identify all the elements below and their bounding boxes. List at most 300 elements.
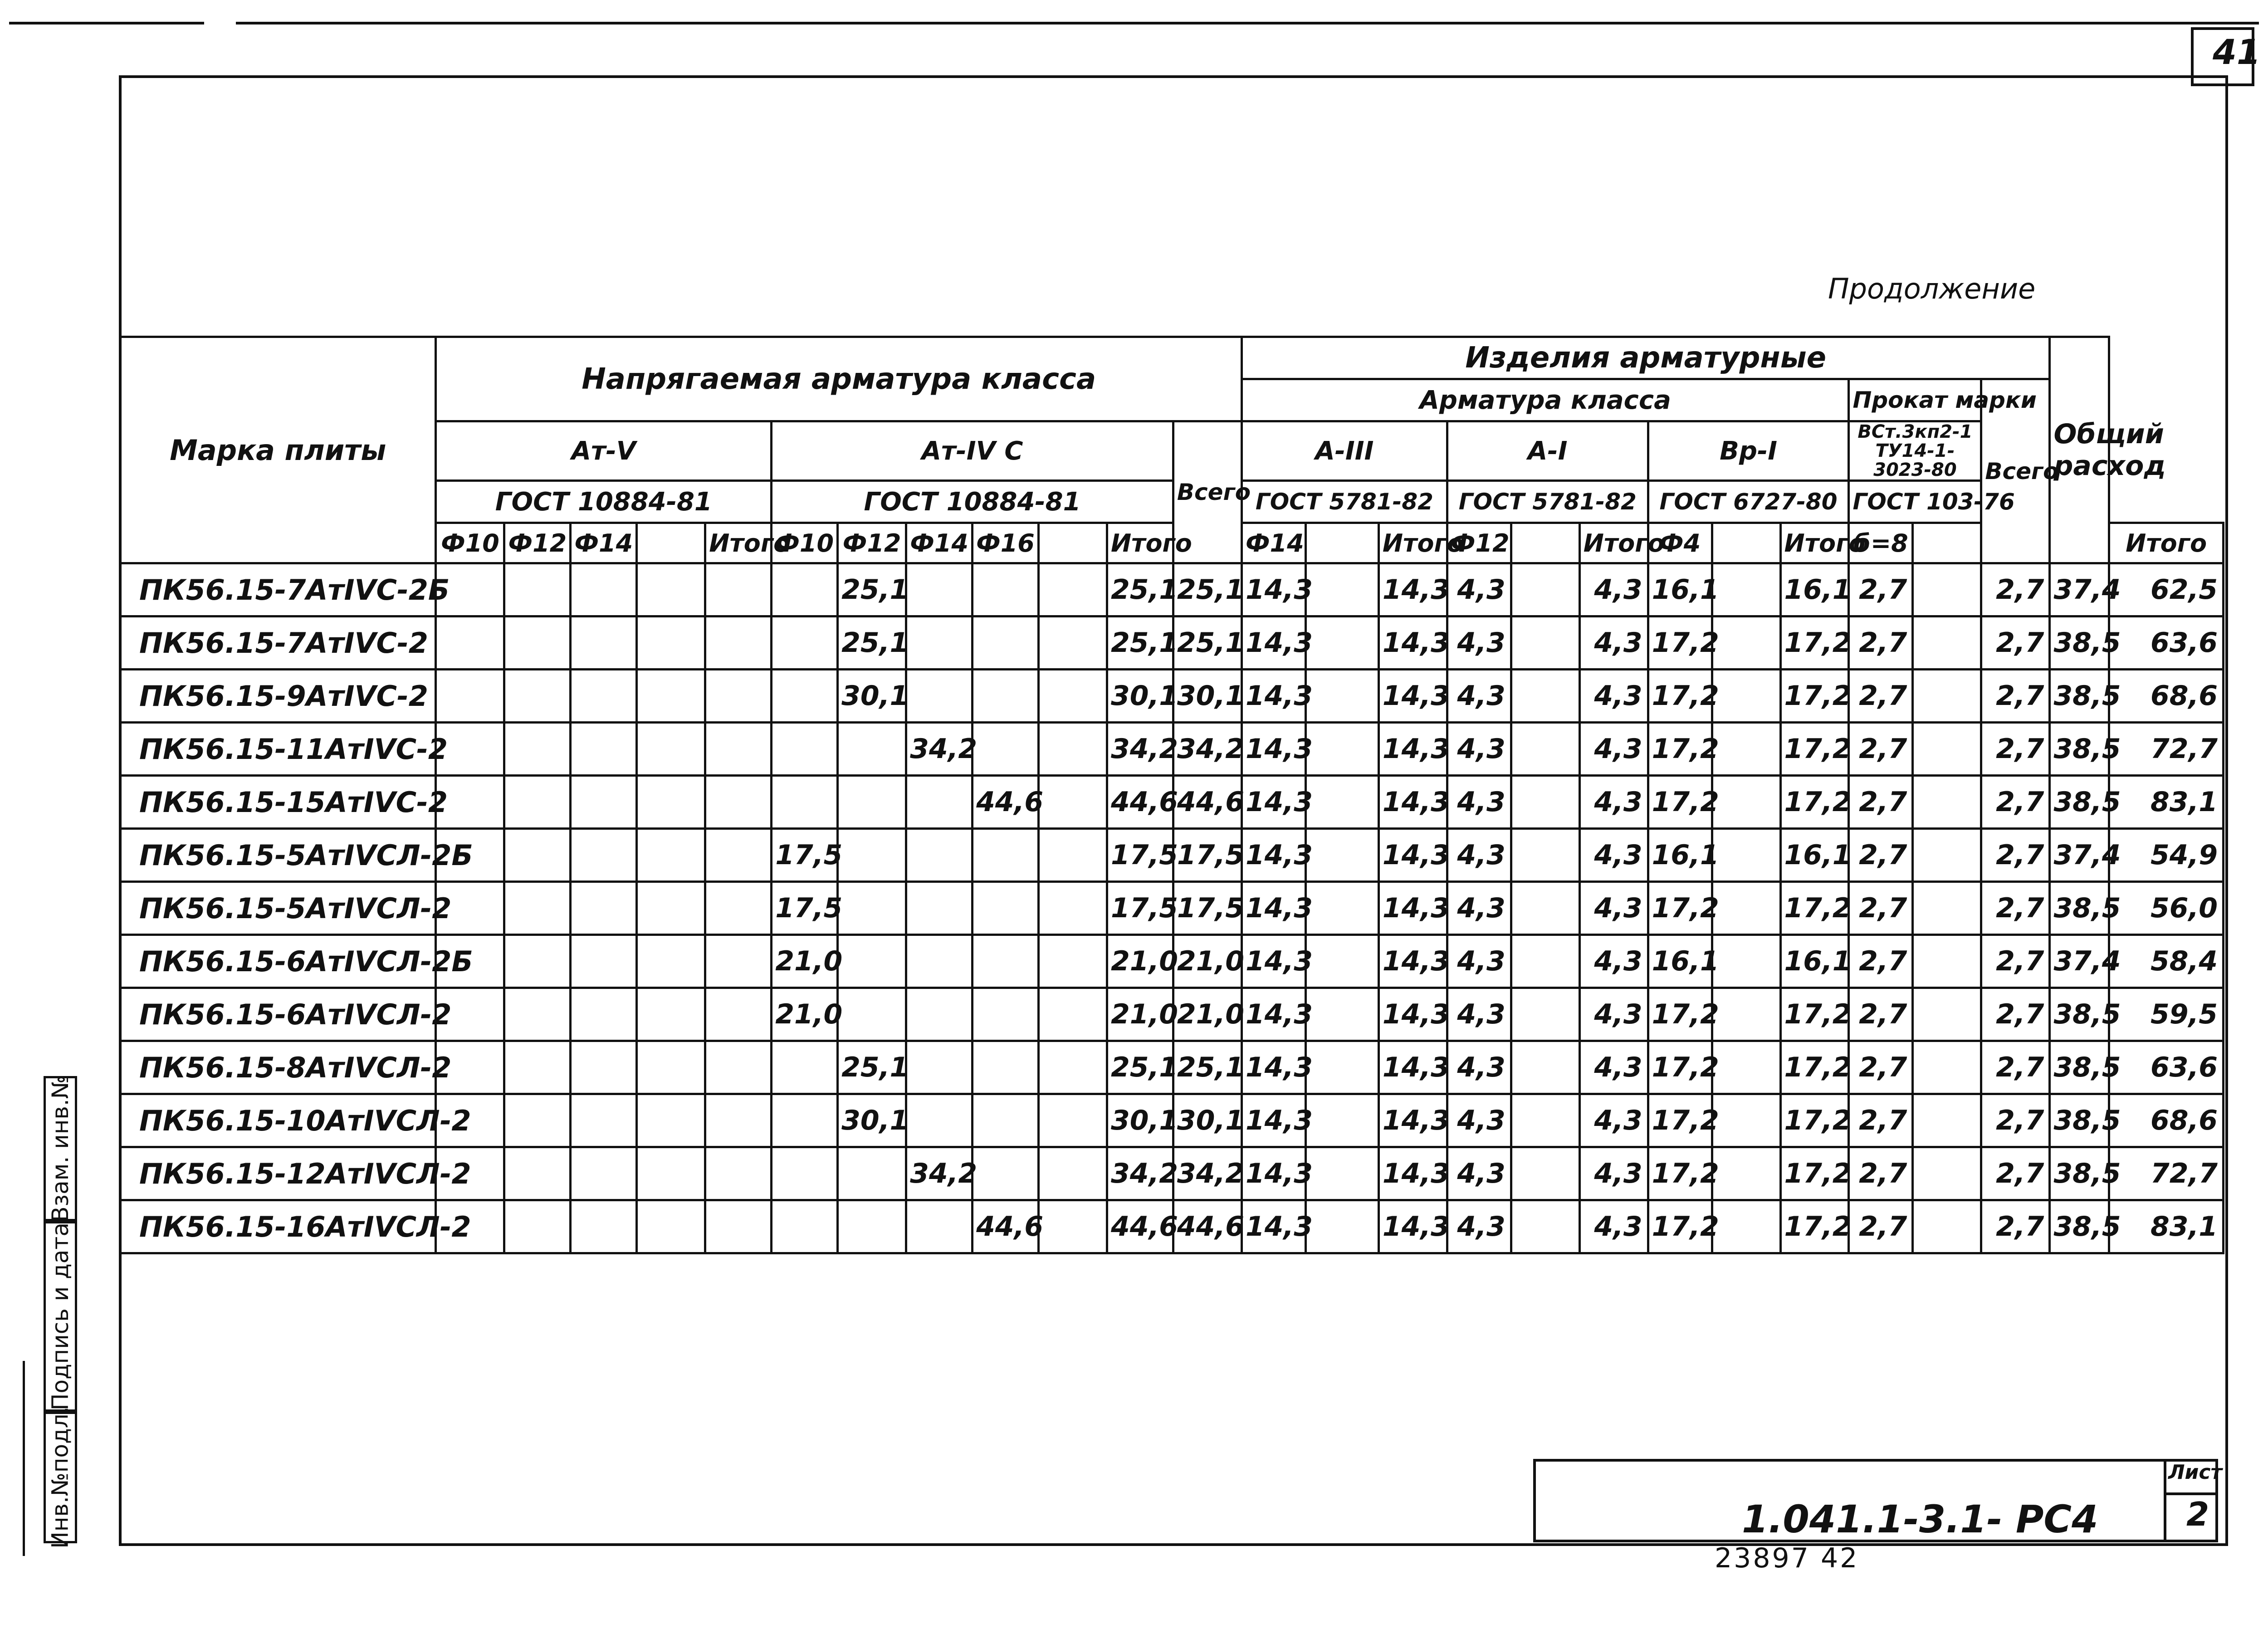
cell-marka: ПК56.15-11АтIVС-2 xyxy=(120,723,436,776)
cell-c17: 4,3 xyxy=(1579,670,1648,723)
cell-c8 xyxy=(906,829,973,882)
cell-c6 xyxy=(772,1147,838,1200)
header-total-products: Всего xyxy=(1981,379,2050,563)
cell-c20: 17,2 xyxy=(1780,1147,1849,1200)
sub-header: Ф10 xyxy=(772,523,838,563)
cell-c9 xyxy=(973,935,1039,988)
cell-c7 xyxy=(838,882,906,935)
cell-c20: 17,2 xyxy=(1780,616,1849,670)
cell-total2: 38,5 xyxy=(2050,882,2109,935)
cell-c22 xyxy=(1913,988,1981,1041)
cell-marka: ПК56.15-5АтIVСЛ-2Б xyxy=(120,829,436,882)
cell-c13 xyxy=(1305,829,1378,882)
cell-c17: 4,3 xyxy=(1579,776,1648,829)
cell-c12: 14,3 xyxy=(1242,988,1305,1041)
cell-c23: 2,7 xyxy=(1981,1147,2050,1200)
header-bp1: Вр-I xyxy=(1648,421,1849,481)
cell-c8 xyxy=(906,1094,973,1147)
cell-overall: 72,7 xyxy=(2109,723,2224,776)
cell-overall: 62,5 xyxy=(2109,563,2224,616)
cell-c22 xyxy=(1913,935,1981,988)
cell-overall: 68,6 xyxy=(2109,670,2224,723)
cell-c9 xyxy=(973,1041,1039,1094)
cell-c19 xyxy=(1712,1200,1780,1253)
cell-c7: 30,1 xyxy=(838,670,906,723)
sub-header: Итого xyxy=(1579,523,1648,563)
cell-c6 xyxy=(772,616,838,670)
cell-c15: 4,3 xyxy=(1447,882,1511,935)
cell-c17: 4,3 xyxy=(1579,882,1648,935)
cell-c11: 21,0 xyxy=(1107,988,1173,1041)
cell-total1: 25,1 xyxy=(1173,1041,1242,1094)
cell-c8 xyxy=(906,988,973,1041)
cell-c19 xyxy=(1712,1041,1780,1094)
cell-c10 xyxy=(1039,1094,1107,1147)
cell-overall: 83,1 xyxy=(2109,776,2224,829)
cell-c18: 17,2 xyxy=(1648,1147,1712,1200)
cell-c15: 4,3 xyxy=(1447,670,1511,723)
cell-c17: 4,3 xyxy=(1579,1094,1648,1147)
side-margin-line xyxy=(23,1361,25,1556)
cell-c16 xyxy=(1511,1200,1579,1253)
cell-c14: 14,3 xyxy=(1378,723,1447,776)
cell-c6 xyxy=(772,563,838,616)
header-a3: А-III xyxy=(1242,421,1447,481)
cell-c21: 2,7 xyxy=(1849,1041,1913,1094)
cell-c2 xyxy=(504,616,571,670)
cell-c21: 2,7 xyxy=(1849,988,1913,1041)
cell-c2 xyxy=(504,563,571,616)
cell-c11: 25,1 xyxy=(1107,1041,1173,1094)
cell-c9 xyxy=(973,1147,1039,1200)
cell-c23: 2,7 xyxy=(1981,988,2050,1041)
sub-header xyxy=(1039,523,1107,563)
cell-c19 xyxy=(1712,723,1780,776)
cell-c15: 4,3 xyxy=(1447,563,1511,616)
cell-c19 xyxy=(1712,776,1780,829)
cell-c13 xyxy=(1305,670,1378,723)
cell-c16 xyxy=(1511,723,1579,776)
cell-c20: 17,2 xyxy=(1780,988,1849,1041)
cell-c19 xyxy=(1712,935,1780,988)
cell-c7 xyxy=(838,935,906,988)
cell-total2: 38,5 xyxy=(2050,988,2109,1041)
cell-c16 xyxy=(1511,1041,1579,1094)
right-margin-line xyxy=(2225,86,2228,1546)
cell-c4 xyxy=(637,670,705,723)
cell-marka: ПК56.15-6АтIVСЛ-2 xyxy=(120,988,436,1041)
header-total-tensioned: Всего xyxy=(1173,421,1242,563)
header-steel-grade: ВСт.3кп2-1 ТУ14-1-3023-80 xyxy=(1849,421,1981,481)
sub-header: Ф12 xyxy=(504,523,571,563)
cell-c15: 4,3 xyxy=(1447,1200,1511,1253)
cell-overall: 72,7 xyxy=(2109,1147,2224,1200)
cell-c16 xyxy=(1511,563,1579,616)
cell-c20: 17,2 xyxy=(1780,776,1849,829)
cell-total2: 38,5 xyxy=(2050,670,2109,723)
cell-c22 xyxy=(1913,563,1981,616)
document-code: 1.041.1-3.1- РС4 xyxy=(1742,1497,2098,1541)
cell-c4 xyxy=(637,988,705,1041)
table-row xyxy=(120,935,2224,988)
cell-c7: 25,1 xyxy=(838,616,906,670)
cell-c4 xyxy=(637,935,705,988)
cell-c21: 2,7 xyxy=(1849,882,1913,935)
cell-c19 xyxy=(1712,882,1780,935)
cell-c5 xyxy=(705,723,772,776)
cell-total2: 38,5 xyxy=(2050,1041,2109,1094)
cell-c12: 14,3 xyxy=(1242,723,1305,776)
header-gost-bp1: ГОСТ 6727-80 xyxy=(1648,481,1849,523)
cell-c3 xyxy=(571,935,637,988)
sub-header xyxy=(1712,523,1780,563)
cell-c20: 17,2 xyxy=(1780,882,1849,935)
cell-c20: 16,1 xyxy=(1780,935,1849,988)
cell-c9 xyxy=(973,988,1039,1041)
sub-header: Ф16 xyxy=(973,523,1039,563)
cell-c8 xyxy=(906,670,973,723)
cell-c16 xyxy=(1511,1094,1579,1147)
sub-header xyxy=(1305,523,1378,563)
cell-c17: 4,3 xyxy=(1579,829,1648,882)
sub-header xyxy=(1511,523,1579,563)
cell-c2 xyxy=(504,882,571,935)
cell-c9 xyxy=(973,563,1039,616)
cell-c18: 17,2 xyxy=(1648,1041,1712,1094)
cell-c8: 34,2 xyxy=(906,1147,973,1200)
cell-total1: 44,6 xyxy=(1173,776,1242,829)
cell-c11: 30,1 xyxy=(1107,670,1173,723)
cell-c11: 25,1 xyxy=(1107,616,1173,670)
table-row xyxy=(120,563,2224,616)
header-gost-a1: ГОСТ 5781-82 xyxy=(1447,481,1648,523)
cell-c11: 17,5 xyxy=(1107,829,1173,882)
table-row xyxy=(120,776,2224,829)
cell-c14: 14,3 xyxy=(1378,829,1447,882)
cell-c23: 2,7 xyxy=(1981,829,2050,882)
cell-c18: 17,2 xyxy=(1648,723,1712,776)
cell-c20: 17,2 xyxy=(1780,1200,1849,1253)
sheet-label: Лист xyxy=(2168,1461,2222,1484)
cell-c13 xyxy=(1305,563,1378,616)
cell-c21: 2,7 xyxy=(1849,1200,1913,1253)
cell-c12: 14,3 xyxy=(1242,616,1305,670)
cell-c18: 17,2 xyxy=(1648,670,1712,723)
cell-c22 xyxy=(1913,829,1981,882)
cell-c17: 4,3 xyxy=(1579,988,1648,1041)
cell-c6: 17,5 xyxy=(772,882,838,935)
cell-c19 xyxy=(1712,616,1780,670)
cell-c2 xyxy=(504,670,571,723)
cell-c11: 25,1 xyxy=(1107,563,1173,616)
cell-c2 xyxy=(504,935,571,988)
cell-total1: 17,5 xyxy=(1173,882,1242,935)
header-overall: Общий расход xyxy=(2050,337,2109,563)
cell-c18: 17,2 xyxy=(1648,616,1712,670)
cell-c17: 4,3 xyxy=(1579,935,1648,988)
cell-marka: ПК56.15-7АтIVС-2Б xyxy=(120,563,436,616)
cell-marka: ПК56.15-10АтIVСЛ-2 xyxy=(120,1094,436,1147)
sub-header: б=8 xyxy=(1849,523,1913,563)
cell-c5 xyxy=(705,829,772,882)
cell-marka: ПК56.15-15АтIVС-2 xyxy=(120,776,436,829)
cell-total1: 21,0 xyxy=(1173,935,1242,988)
cell-c8: 34,2 xyxy=(906,723,973,776)
cell-c10 xyxy=(1039,670,1107,723)
cell-c12: 14,3 xyxy=(1242,1041,1305,1094)
cell-c16 xyxy=(1511,988,1579,1041)
cell-c13 xyxy=(1305,1147,1378,1200)
cell-c13 xyxy=(1305,1094,1378,1147)
sub-header: Итого xyxy=(1378,523,1447,563)
cell-c21: 2,7 xyxy=(1849,829,1913,882)
side-label-sign-date xyxy=(44,1221,77,1412)
cell-total1: 25,1 xyxy=(1173,616,1242,670)
cell-c9 xyxy=(973,723,1039,776)
cell-c5 xyxy=(705,1200,772,1253)
cell-c19 xyxy=(1712,1147,1780,1200)
header-gost-at5: ГОСТ 10884-81 xyxy=(436,481,772,523)
cell-c13 xyxy=(1305,1200,1378,1253)
cell-c3 xyxy=(571,563,637,616)
cell-c22 xyxy=(1913,670,1981,723)
cell-c23: 2,7 xyxy=(1981,616,2050,670)
cell-c2 xyxy=(504,1041,571,1094)
cell-overall: 54,9 xyxy=(2109,829,2224,882)
table-body xyxy=(120,563,2224,1253)
cell-c14: 14,3 xyxy=(1378,935,1447,988)
cell-total1: 30,1 xyxy=(1173,1094,1242,1147)
cell-c7 xyxy=(838,1200,906,1253)
header-a1: А-I xyxy=(1447,421,1648,481)
cell-c6 xyxy=(772,776,838,829)
cell-marka: ПК56.15-6АтIVСЛ-2Б xyxy=(120,935,436,988)
cell-c4 xyxy=(637,1094,705,1147)
header-gost-a3: ГОСТ 5781-82 xyxy=(1242,481,1447,523)
cell-c16 xyxy=(1511,776,1579,829)
cell-c23: 2,7 xyxy=(1981,1041,2050,1094)
cell-c9: 44,6 xyxy=(973,1200,1039,1253)
cell-c6: 21,0 xyxy=(772,935,838,988)
cell-c11: 21,0 xyxy=(1107,935,1173,988)
cell-c18: 17,2 xyxy=(1648,1094,1712,1147)
cell-c8 xyxy=(906,882,973,935)
cell-c4 xyxy=(637,563,705,616)
cell-total2: 38,5 xyxy=(2050,1147,2109,1200)
cell-c14: 14,3 xyxy=(1378,882,1447,935)
cell-c4 xyxy=(637,1041,705,1094)
sub-header: Ф14 xyxy=(571,523,637,563)
table-row xyxy=(120,1200,2224,1253)
cell-c15: 4,3 xyxy=(1447,829,1511,882)
cell-c4 xyxy=(637,616,705,670)
cell-c12: 14,3 xyxy=(1242,935,1305,988)
sub-header: Итого xyxy=(2109,523,2224,563)
cell-c10 xyxy=(1039,829,1107,882)
cell-total2: 37,4 xyxy=(2050,829,2109,882)
cell-c20: 17,2 xyxy=(1780,670,1849,723)
header-gost-steel: ГОСТ 103-76 xyxy=(1849,481,1981,523)
cell-c10 xyxy=(1039,935,1107,988)
cell-c15: 4,3 xyxy=(1447,616,1511,670)
sub-header: Ф14 xyxy=(906,523,973,563)
cell-c12: 14,3 xyxy=(1242,670,1305,723)
cell-c3 xyxy=(571,670,637,723)
cell-marka: ПК56.15-8АтIVСЛ-2 xyxy=(120,1041,436,1094)
cell-overall: 68,6 xyxy=(2109,1094,2224,1147)
cell-overall: 56,0 xyxy=(2109,882,2224,935)
cell-c18: 17,2 xyxy=(1648,776,1712,829)
cell-c22 xyxy=(1913,616,1981,670)
cell-c14: 14,3 xyxy=(1378,1200,1447,1253)
table-row xyxy=(120,1041,2224,1094)
cell-c7 xyxy=(838,829,906,882)
cell-c10 xyxy=(1039,988,1107,1041)
cell-overall: 63,6 xyxy=(2109,1041,2224,1094)
cell-c15: 4,3 xyxy=(1447,1094,1511,1147)
cell-c6 xyxy=(772,1094,838,1147)
sub-header: Ф4 xyxy=(1648,523,1712,563)
cell-c7: 25,1 xyxy=(838,1041,906,1094)
cell-c3 xyxy=(571,829,637,882)
cell-c17: 4,3 xyxy=(1579,723,1648,776)
cell-c3 xyxy=(571,776,637,829)
cell-c5 xyxy=(705,988,772,1041)
cell-c3 xyxy=(571,616,637,670)
top-rule-short xyxy=(9,22,204,24)
cell-c21: 2,7 xyxy=(1849,776,1913,829)
cell-c4 xyxy=(637,1147,705,1200)
cell-c5 xyxy=(705,776,772,829)
cell-c14: 14,3 xyxy=(1378,616,1447,670)
cell-c10 xyxy=(1039,1200,1107,1253)
table-row xyxy=(120,988,2224,1041)
cell-marka: ПК56.15-16АтIVСЛ-2 xyxy=(120,1200,436,1253)
cell-c13 xyxy=(1305,776,1378,829)
cell-c16 xyxy=(1511,935,1579,988)
cell-c23: 2,7 xyxy=(1981,882,2050,935)
cell-c19 xyxy=(1712,988,1780,1041)
sub-header: Ф14 xyxy=(1242,523,1305,563)
cell-total2: 38,5 xyxy=(2050,723,2109,776)
cell-c23: 2,7 xyxy=(1981,563,2050,616)
cell-c23: 2,7 xyxy=(1981,670,2050,723)
cell-c16 xyxy=(1511,829,1579,882)
inventory-number: 23897 42 xyxy=(1715,1542,1859,1574)
cell-c4 xyxy=(637,1200,705,1253)
cell-c18: 16,1 xyxy=(1648,935,1712,988)
title-block-divider xyxy=(2164,1459,2166,1542)
cell-c20: 16,1 xyxy=(1780,563,1849,616)
cell-c10 xyxy=(1039,1147,1107,1200)
cell-c11: 34,2 xyxy=(1107,1147,1173,1200)
sub-header: Итого xyxy=(705,523,772,563)
cell-c5 xyxy=(705,1147,772,1200)
cell-c9 xyxy=(973,1094,1039,1147)
sheet-number: 41 xyxy=(2213,32,2261,72)
cell-overall: 63,6 xyxy=(2109,616,2224,670)
cell-c10 xyxy=(1039,776,1107,829)
cell-c10 xyxy=(1039,723,1107,776)
cell-c17: 4,3 xyxy=(1579,616,1648,670)
cell-c4 xyxy=(637,882,705,935)
cell-c8 xyxy=(906,935,973,988)
cell-total1: 21,0 xyxy=(1173,988,1242,1041)
cell-total1: 25,1 xyxy=(1173,563,1242,616)
table-row xyxy=(120,723,2224,776)
cell-c8 xyxy=(906,563,973,616)
cell-c17: 4,3 xyxy=(1579,1041,1648,1094)
cell-c7 xyxy=(838,988,906,1041)
cell-c6 xyxy=(772,670,838,723)
cell-c2 xyxy=(504,776,571,829)
cell-c18: 16,1 xyxy=(1648,829,1712,882)
cell-c8 xyxy=(906,616,973,670)
side-label-text: Взам. инв.№ xyxy=(47,1075,73,1222)
cell-c8 xyxy=(906,776,973,829)
cell-c10 xyxy=(1039,882,1107,935)
side-label-text: Подпись и дата xyxy=(47,1222,74,1411)
cell-c15: 4,3 xyxy=(1447,1041,1511,1094)
cell-c15: 4,3 xyxy=(1447,988,1511,1041)
cell-c19 xyxy=(1712,563,1780,616)
sub-header xyxy=(1913,523,1981,563)
cell-c2 xyxy=(504,988,571,1041)
cell-c13 xyxy=(1305,616,1378,670)
cell-c19 xyxy=(1712,670,1780,723)
cell-c12: 14,3 xyxy=(1242,1147,1305,1200)
cell-c23: 2,7 xyxy=(1981,776,2050,829)
cell-total2: 37,4 xyxy=(2050,563,2109,616)
cell-total1: 34,2 xyxy=(1173,723,1242,776)
header-tensioned: Напрягаемая арматура класса xyxy=(436,337,1242,421)
cell-c13 xyxy=(1305,723,1378,776)
cell-marka: ПК56.15-7АтIVС-2 xyxy=(120,616,436,670)
cell-c21: 2,7 xyxy=(1849,670,1913,723)
cell-c7 xyxy=(838,776,906,829)
cell-c5 xyxy=(705,1094,772,1147)
sub-header: Ф12 xyxy=(1447,523,1511,563)
cell-c9 xyxy=(973,882,1039,935)
header-marka: Марка плиты xyxy=(120,337,436,563)
header-reinforcement-class: Арматура класса xyxy=(1242,379,1849,421)
cell-c14: 14,3 xyxy=(1378,1041,1447,1094)
cell-c7 xyxy=(838,1147,906,1200)
table-row xyxy=(120,1147,2224,1200)
cell-c22 xyxy=(1913,1147,1981,1200)
cell-c22 xyxy=(1913,1200,1981,1253)
cell-c13 xyxy=(1305,988,1378,1041)
sub-header xyxy=(637,523,705,563)
cell-c20: 17,2 xyxy=(1780,723,1849,776)
cell-c13 xyxy=(1305,882,1378,935)
cell-c20: 17,2 xyxy=(1780,1094,1849,1147)
side-label-replace-inv xyxy=(44,1076,77,1221)
cell-total2: 38,5 xyxy=(2050,616,2109,670)
sub-header: Итого xyxy=(1780,523,1849,563)
cell-c2 xyxy=(504,1147,571,1200)
cell-marka: ПК56.15-12АтIVСЛ-2 xyxy=(120,1147,436,1200)
header-at4c: Ат-IV С xyxy=(772,421,1173,481)
cell-c3 xyxy=(571,1094,637,1147)
cell-marka: ПК56.15-9АтIVС-2 xyxy=(120,670,436,723)
cell-c1 xyxy=(436,616,504,670)
cell-c3 xyxy=(571,882,637,935)
cell-c9 xyxy=(973,670,1039,723)
cell-c5 xyxy=(705,616,772,670)
cell-c2 xyxy=(504,1094,571,1147)
cell-c12: 14,3 xyxy=(1242,776,1305,829)
